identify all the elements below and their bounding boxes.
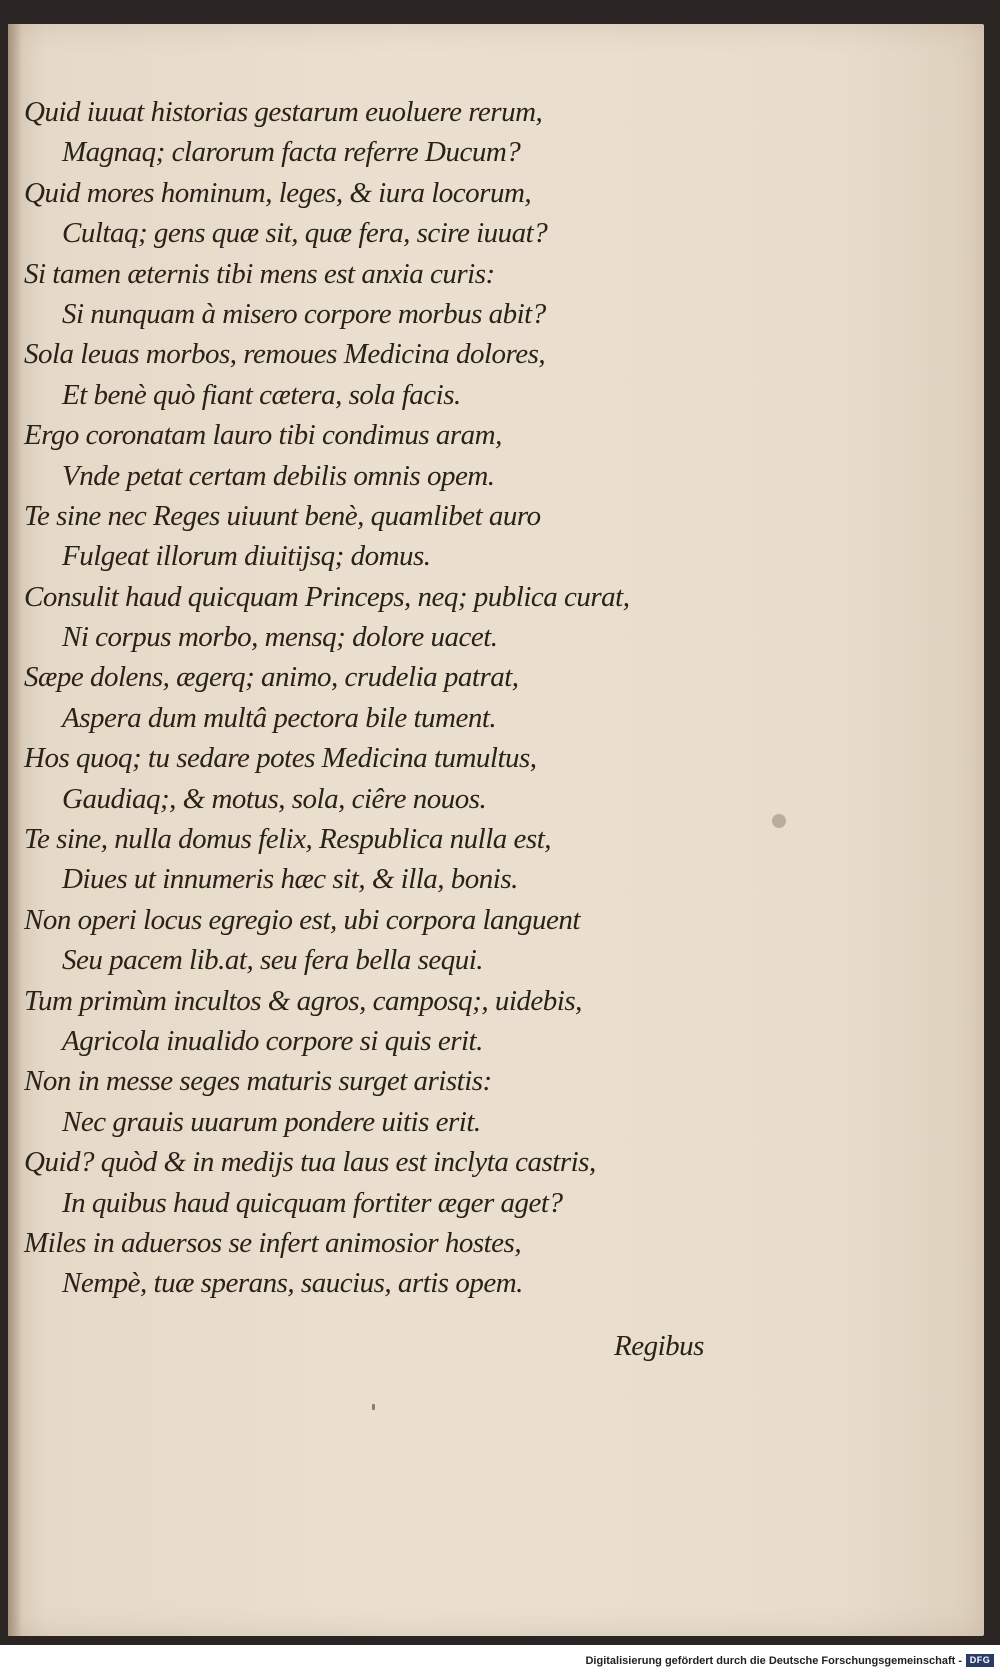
funding-credit: Digitalisierung gefördert durch die Deutsche Forschungsgemeinschaft -: [585, 1655, 962, 1667]
verse-line: Si nunquam à misero corpore morbus abit?: [62, 297, 546, 330]
digitization-footer: [0, 1645, 1000, 1673]
verse-line: Sæpe dolens, ægerq; animo, crudelia patrat,: [24, 661, 519, 694]
verse-line: Non in messe seges maturis surget aristis:: [24, 1065, 492, 1098]
ink-speck: [372, 1404, 375, 1410]
verse-line: Vnde petat certam debilis omnis opem.: [62, 459, 495, 492]
verse-line: Hos quoq; tu sedare potes Medicina tumultus,: [24, 742, 537, 775]
catchword: Regibus: [614, 1330, 704, 1362]
verse-line: Sola leuas morbos, remoues Medicina dolores,: [24, 338, 546, 371]
verse-line: Seu pacem lib.at, seu fera bella sequi.: [62, 944, 484, 977]
verse-line: Tum primùm incultos & agros, camposq;, uidebis,: [24, 984, 582, 1017]
verse-line: Miles in aduersos se infert animosior hostes,: [24, 1226, 522, 1259]
verse-line: Et benè quò fiant cætera, sola facis.: [62, 378, 461, 411]
verse-line: Te sine, nulla domus felix, Respublica nulla est,: [24, 823, 551, 856]
poem-text: [24, 92, 664, 1304]
verse-line: Nempè, tuæ sperans, saucius, artis opem.: [62, 1267, 523, 1300]
verse-line: Ni corpus morbo, mensq; dolore uacet.: [62, 621, 498, 654]
verse-line: Nec grauis uuarum pondere uitis erit.: [62, 1105, 481, 1138]
page-gutter-edge: [8, 24, 22, 1636]
verse-line: Te sine nec Reges uiuunt benè, quamlibet auro: [24, 499, 541, 532]
verse-line: Agricola inualido corpore si quis erit.: [62, 1024, 483, 1057]
verse-line: In quibus haud quicquam fortiter æger aget?: [62, 1186, 563, 1219]
verse-line: Si tamen æternis tibi mens est anxia curis:: [24, 257, 495, 290]
verse-line: Gaudiaq;, & motus, sola, ciêre nouos.: [62, 782, 487, 815]
verse-line: Consulit haud quicquam Princeps, neq; publica curat,: [24, 580, 630, 613]
verse-line: Non operi locus egregio est, ubi corpora languent: [24, 903, 580, 936]
verse-line: Quid mores hominum, leges, & iura locorum,: [24, 176, 532, 209]
verse-line: Quid iuuat historias gestarum euoluere rerum,: [24, 96, 543, 128]
verse-line: Magnaq; clarorum facta referre Ducum?: [62, 136, 521, 169]
verse-line: Cultaq; gens quæ sit, quæ fera, scire iuuat?: [62, 217, 548, 250]
verse-line: Diues ut innumeris hæc sit, & illa, bonis.: [62, 863, 518, 896]
verse-line: Aspera dum multâ pectora bile tument.: [62, 701, 497, 734]
verse-line: Fulgeat illorum diuitijsq; domus.: [62, 540, 431, 573]
verse-line: Quid? quòd & in medijs tua laus est inclyta castris,: [24, 1146, 596, 1179]
paper-stain: [772, 814, 786, 828]
verse-line: Ergo coronatam lauro tibi condimus aram,: [24, 419, 502, 452]
dfg-logo: DFG: [966, 1654, 994, 1667]
